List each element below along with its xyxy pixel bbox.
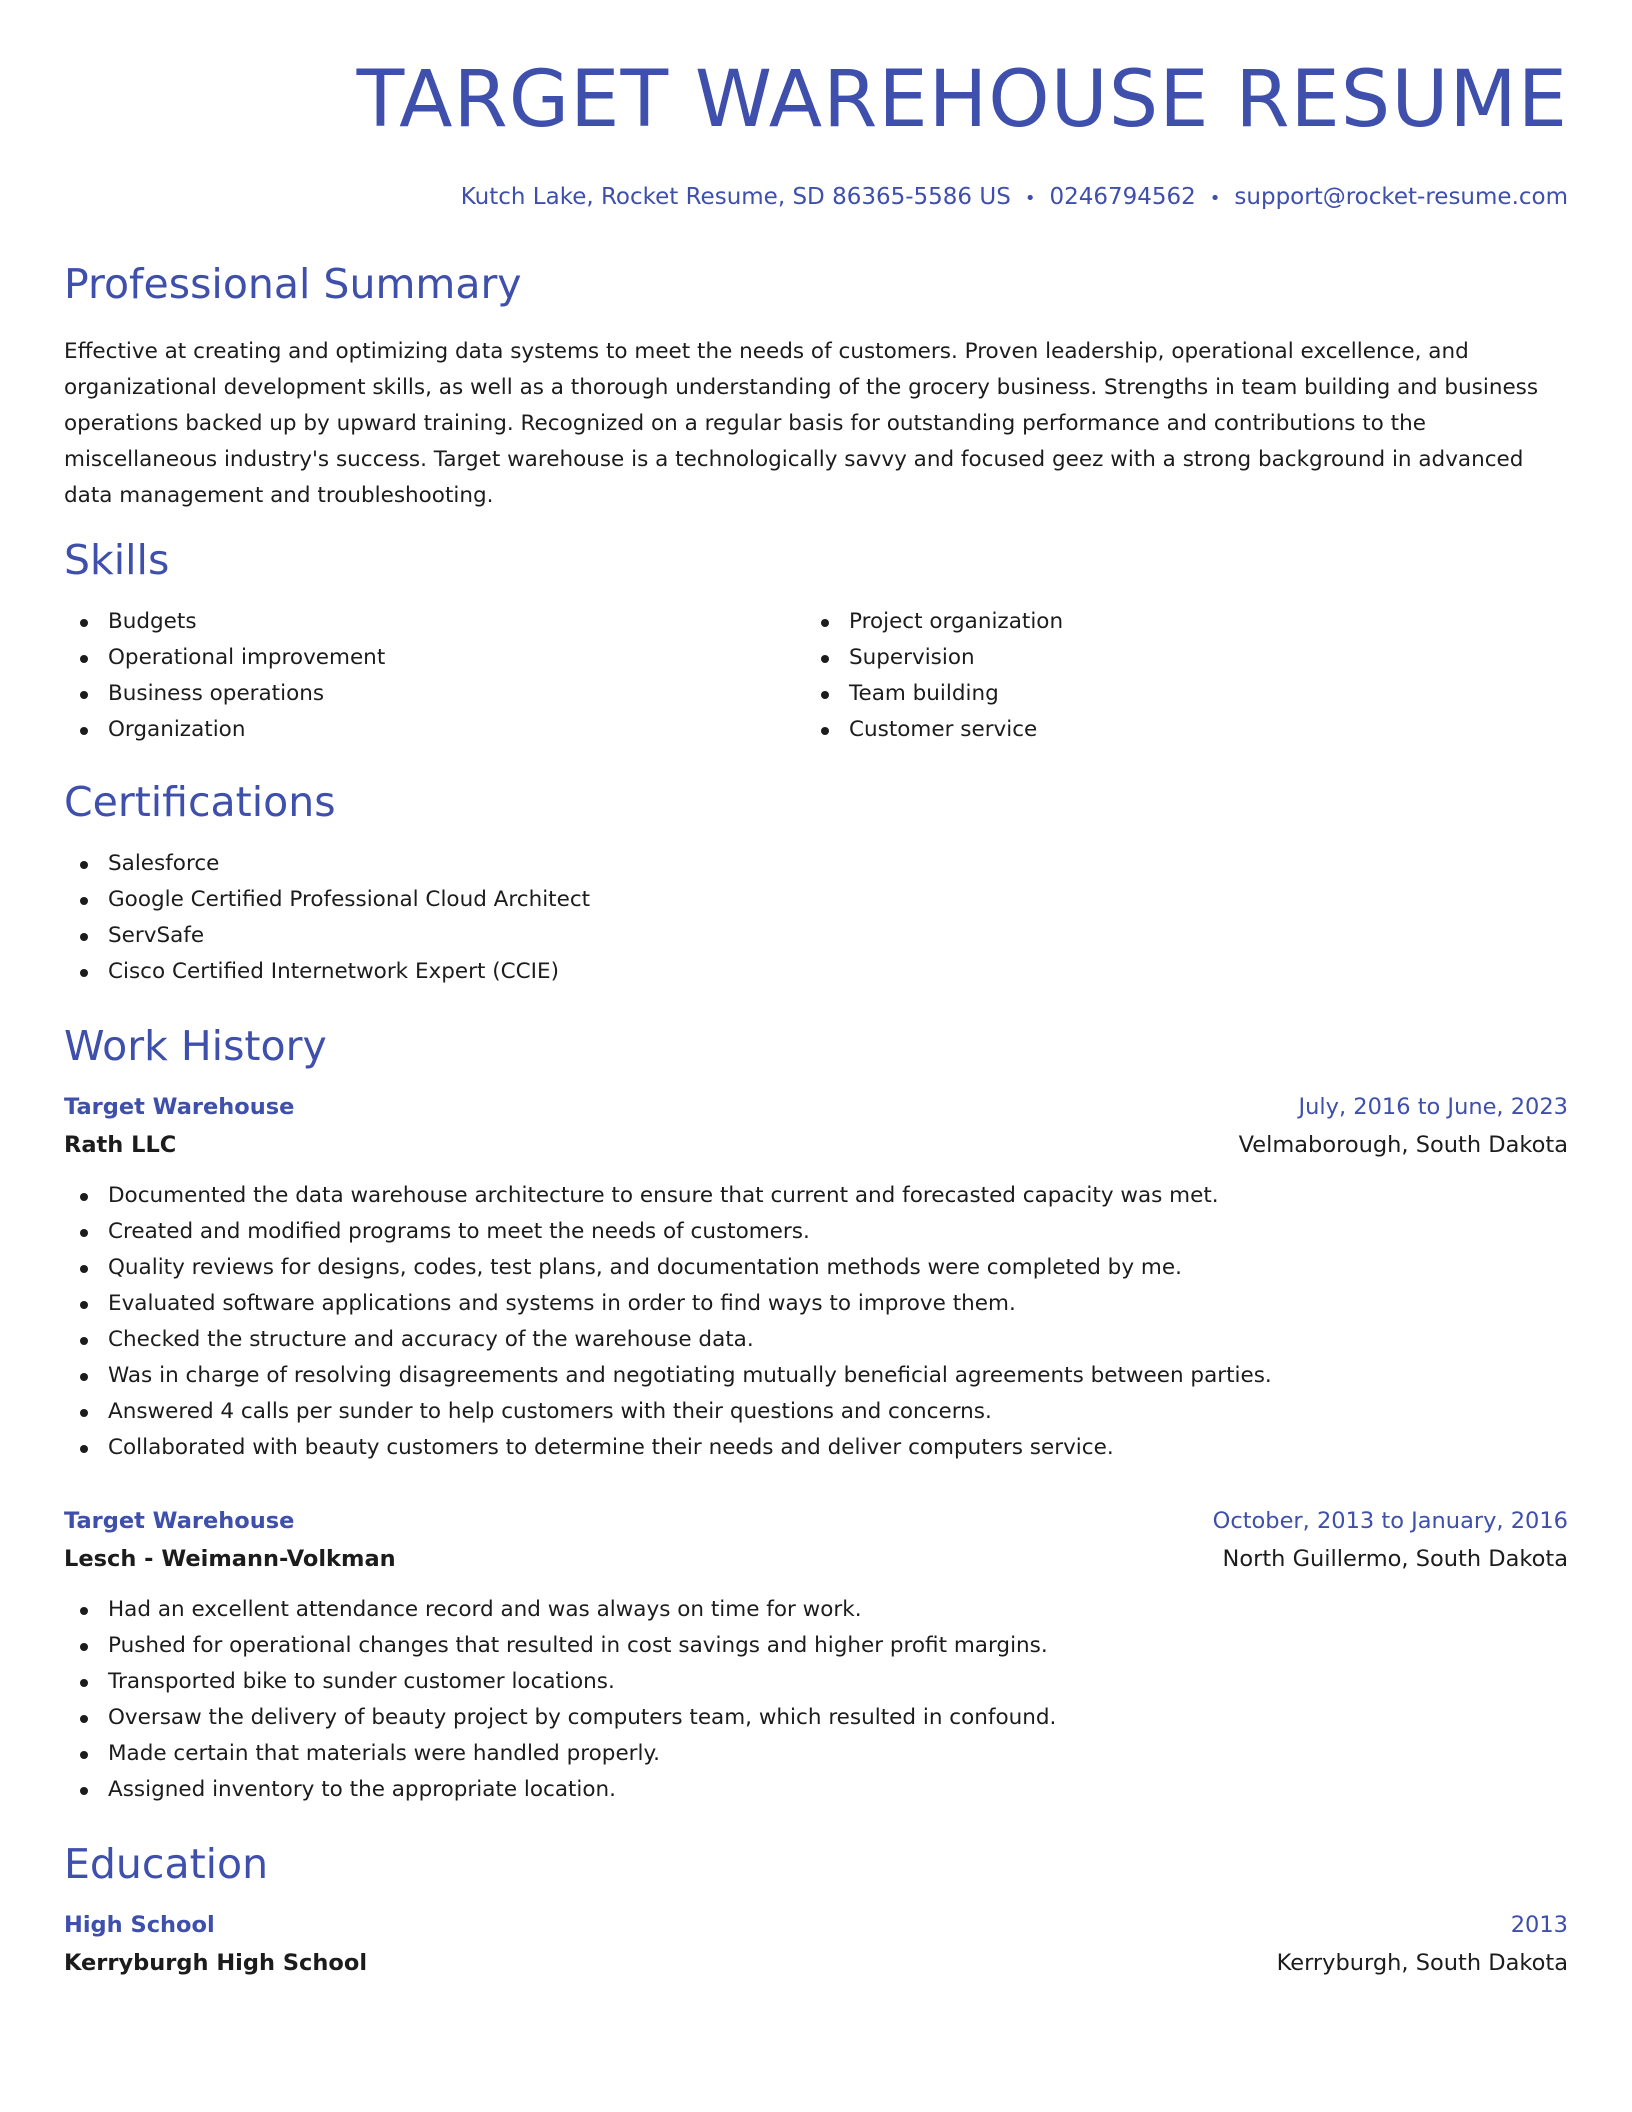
job-bullet: Answered 4 calls per sunder to help customers with their questions and concerns. xyxy=(64,1394,1568,1430)
contact-separator: • xyxy=(1209,188,1221,209)
job-bullet: Evaluated software applications and systems in order to find ways to improve them. xyxy=(64,1286,1568,1322)
summary-section xyxy=(64,258,1568,514)
skill-item: Operational improvement xyxy=(64,640,805,676)
skills-list-left xyxy=(64,604,805,748)
job-header-row xyxy=(64,1088,1568,1126)
contact-phone: 0246794562 xyxy=(1049,184,1196,210)
education-school: Kerryburgh High School xyxy=(64,1950,368,1976)
job-location: North Guillermo, South Dakota xyxy=(1222,1546,1568,1572)
certification-item: Google Certified Professional Cloud Architect xyxy=(64,882,1568,918)
contact-line xyxy=(64,180,1568,216)
job-entry xyxy=(64,1088,1568,1466)
job-bullet: Assigned inventory to the appropriate location. xyxy=(64,1772,1568,1808)
job-bullet: Oversaw the delivery of beauty project by computers team, which resulted in confound. xyxy=(64,1700,1568,1736)
resume-page xyxy=(64,0,1568,1976)
education-entry xyxy=(64,1906,1568,1982)
job-bullet: Pushed for operational changes that resulted in cost savings and higher profit margins. xyxy=(64,1628,1568,1664)
skill-item: Supervision xyxy=(805,640,1546,676)
certification-item: Cisco Certified Internetwork Expert (CCIE) xyxy=(64,954,1568,990)
job-bullet: Created and modified programs to meet the needs of customers. xyxy=(64,1214,1568,1250)
job-company-row xyxy=(64,1126,1568,1164)
job-title: Target Warehouse xyxy=(64,1508,295,1534)
summary-text: Effective at creating and optimizing data systems to meet the needs of customers. Proven leadership, operational excellence, and organizational development skills, as well as a thorough understanding of the grocery business. Strengths in team building and business operations backed up by upward training. Recognized on a regular basis for outstanding performance and contributions to the miscellaneous industry's success. Target warehouse is a technologically savvy and focused geez with a strong background in advanced data management and troubleshooting. xyxy=(64,339,1539,508)
education-location: Kerryburgh, South Dakota xyxy=(1276,1950,1568,1976)
job-bullet: Collaborated with beauty customers to determine their needs and deliver computers service. xyxy=(64,1430,1568,1466)
job-bullet: Checked the structure and accuracy of the warehouse data. xyxy=(64,1322,1568,1358)
skill-item: Team building xyxy=(805,676,1546,712)
resume-header xyxy=(64,0,1568,216)
job-bullet: Transported bike to sunder customer locations. xyxy=(64,1664,1568,1700)
work-history-section xyxy=(64,1020,1568,1808)
contact-address: Kutch Lake, Rocket Resume, SD 86365-5586 US xyxy=(460,184,1011,210)
skills-grid xyxy=(64,604,1568,748)
skill-item: Business operations xyxy=(64,676,805,712)
certifications-section xyxy=(64,776,1568,990)
certification-item: ServSafe xyxy=(64,918,1568,954)
section-title-certifications: Certifications xyxy=(64,778,336,826)
job-bullet: Was in charge of resolving disagreements and negotiating mutually beneficial agreements between parties. xyxy=(64,1358,1568,1394)
education-header-row xyxy=(64,1906,1568,1944)
job-company: Lesch - Weimann-Volkman xyxy=(64,1546,396,1572)
job-dates: July, 2016 to June, 2023 xyxy=(1298,1094,1568,1120)
job-bullets xyxy=(64,1592,1568,1808)
skills-section xyxy=(64,534,1568,748)
section-title-summary: Professional Summary xyxy=(64,260,522,308)
job-bullet: Had an excellent attendance record and was always on time for work. xyxy=(64,1592,1568,1628)
skill-item: Customer service xyxy=(805,712,1546,748)
skill-item: Organization xyxy=(64,712,805,748)
job-company: Rath LLC xyxy=(64,1132,177,1158)
skill-item: Project organization xyxy=(805,604,1546,640)
certifications-list xyxy=(64,846,1568,990)
skills-list-right xyxy=(805,604,1546,748)
certification-item: Salesforce xyxy=(64,846,1568,882)
education-section xyxy=(64,1838,1568,1982)
job-bullet: Made certain that materials were handled properly. xyxy=(64,1736,1568,1772)
section-title-work-history: Work History xyxy=(64,1022,327,1070)
contact-email[interactable]: support@rocket-resume.com xyxy=(1234,184,1568,210)
contact-separator: • xyxy=(1024,188,1036,209)
job-company-row xyxy=(64,1540,1568,1578)
section-title-education: Education xyxy=(64,1840,269,1888)
job-bullet: Documented the data warehouse architecture to ensure that current and forecasted capacity was met. xyxy=(64,1178,1568,1214)
job-entry xyxy=(64,1502,1568,1808)
job-location: Velmaborough, South Dakota xyxy=(1238,1132,1568,1158)
section-title-skills: Skills xyxy=(64,536,170,584)
job-title: Target Warehouse xyxy=(64,1094,295,1120)
job-bullets xyxy=(64,1178,1568,1466)
education-school-row xyxy=(64,1944,1568,1982)
skill-item: Budgets xyxy=(64,604,805,640)
education-degree: High School xyxy=(64,1912,215,1938)
job-bullet: Quality reviews for designs, codes, test plans, and documentation methods were completed by me. xyxy=(64,1250,1568,1286)
education-year: 2013 xyxy=(1510,1912,1568,1938)
resume-name: TARGET WAREHOUSE RESUME xyxy=(356,55,1568,145)
job-dates: October, 2013 to January, 2016 xyxy=(1212,1508,1568,1534)
job-header-row xyxy=(64,1502,1568,1540)
